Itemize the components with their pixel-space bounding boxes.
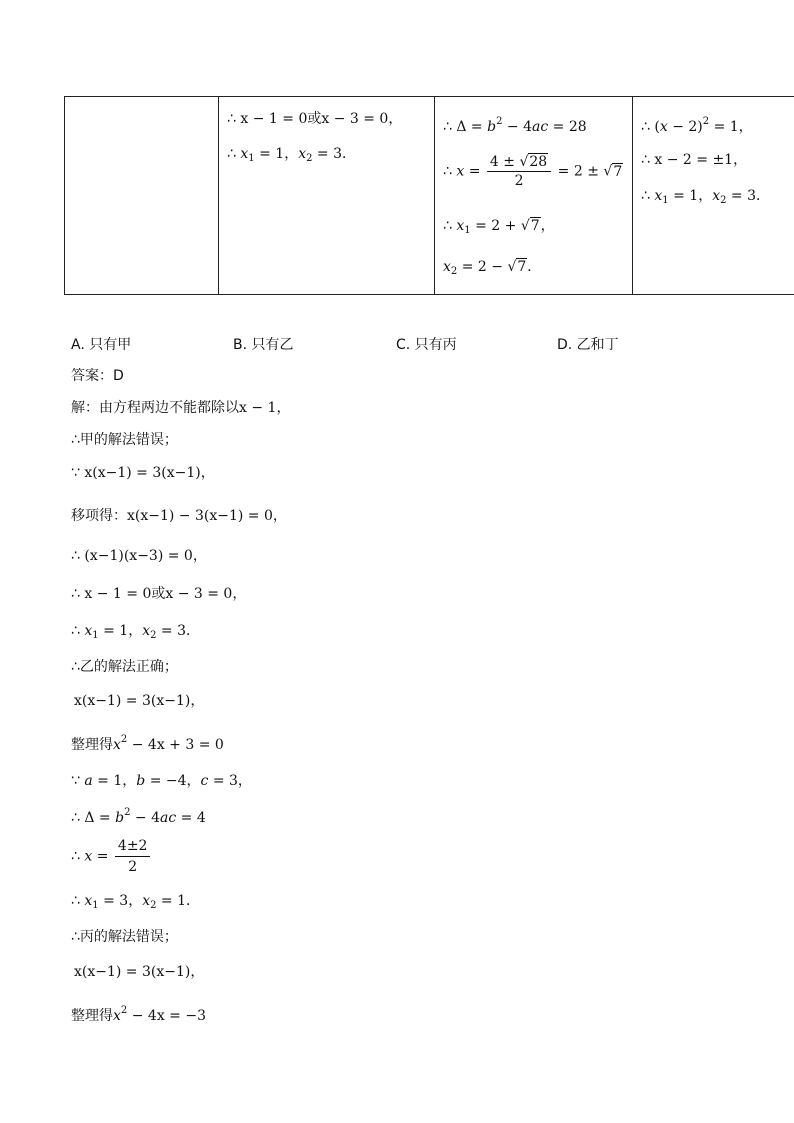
bing-line-4 (443, 260, 541, 277)
equation: x − 1 = 0 (84, 586, 152, 602)
radicand: 7 (517, 259, 527, 275)
equation: x − 3 = 0 (321, 111, 389, 127)
value: = 3 (98, 893, 129, 909)
superscript: 2 (496, 116, 503, 127)
value: = 2 + (470, 218, 521, 234)
therefore-sign: ∴ (71, 548, 80, 564)
equation: x − 1 = 0 (240, 111, 308, 127)
subscript: 2 (720, 195, 727, 206)
text: 整理得 (71, 737, 113, 753)
var-x: x (443, 259, 451, 275)
punctuation: ． (186, 893, 201, 909)
var-x: x (84, 623, 93, 639)
therefore-sign: ∴ (443, 119, 452, 135)
therefore-sign: ∴ (71, 623, 80, 639)
fraction-numerator (487, 155, 551, 172)
subscript: 2 (306, 153, 313, 164)
because-sign: ∵ (71, 465, 80, 481)
solution-line-2: ∴甲的解法错误； (71, 432, 178, 448)
solution-line-15: ∴丙的解法错误； (71, 929, 178, 945)
var-x: x (142, 623, 151, 639)
subscript: 2 (150, 630, 157, 641)
text: 解：由方程两边不能都除以 (71, 400, 239, 416)
solution-line-14 (71, 890, 200, 911)
therefore-sign: ∴ (71, 810, 80, 826)
subscript: 2 (450, 266, 458, 277)
superscript: 2 (120, 1005, 128, 1016)
solution-line-3 (71, 462, 215, 482)
var-ac: ac (532, 119, 549, 135)
punctuation: ， (190, 693, 205, 709)
var-b: b (487, 119, 497, 135)
value: = 3 (312, 146, 343, 162)
sqrt: √7 (507, 259, 527, 275)
value: = 1 (98, 623, 129, 639)
equation: − 4x = −3 (127, 1008, 206, 1024)
var-x: x (712, 188, 721, 204)
bing-line-2 (443, 155, 623, 188)
var-x: x (456, 218, 465, 234)
therefore-sign: ∴ (641, 152, 650, 168)
equation: x(x−1) = 3(x−1) (74, 693, 191, 709)
punctuation: ， (738, 119, 753, 135)
subscript: 1 (248, 153, 255, 164)
solution-line-16 (74, 961, 204, 981)
solution-line-1 (71, 397, 290, 417)
superscript: 2 (124, 807, 131, 818)
punctuation: ， (192, 548, 207, 564)
punctuation: ， (200, 465, 215, 481)
ding-line-1 (641, 117, 753, 134)
var-x: x (113, 1008, 121, 1024)
var-x: x (298, 146, 307, 162)
subscript: 2 (150, 900, 157, 911)
value: = −4 (145, 773, 187, 789)
punctuation: ， (237, 773, 252, 789)
delta: Δ = (456, 119, 488, 135)
option-d: D. 乙和丁 (557, 337, 619, 353)
equation: x − 3 = 0 (165, 586, 233, 602)
var-c: c (200, 773, 209, 789)
sqrt: √28 (519, 154, 548, 170)
equals: = (92, 848, 113, 865)
or-word: 或 (307, 111, 322, 127)
punctuation: ， (388, 111, 403, 127)
fraction-numerator: 4±2 (115, 838, 151, 857)
var-x: x (659, 119, 668, 135)
solution-line-8: ∴乙的解法正确； (71, 659, 178, 675)
radicand: 7 (530, 218, 540, 234)
option-a: A. 只有甲 (71, 337, 132, 353)
fraction (487, 155, 551, 188)
solution-line-4 (71, 505, 287, 525)
var-x: x (84, 893, 93, 909)
fraction-denominator: 2 (514, 173, 524, 189)
cell-label (65, 97, 219, 295)
var-x: x (240, 146, 249, 162)
paren: ( (654, 119, 660, 135)
value: = 1 (92, 773, 123, 789)
punctuation: ， (186, 773, 201, 789)
value: = 3 (726, 188, 757, 204)
punctuation: ， (190, 964, 205, 980)
term: − 4 (130, 810, 161, 826)
sqrt: √7 (520, 218, 540, 234)
punctuation: ， (733, 152, 748, 168)
equation: x(x−1) − 3(x−1) = 0 (127, 508, 273, 524)
solution-line-9 (74, 690, 204, 710)
value: = 1 (156, 893, 187, 909)
subscript: 1 (662, 195, 669, 206)
punctuation: ． (527, 259, 542, 275)
value: = 3 (208, 773, 238, 789)
equals: = (464, 163, 485, 180)
solution-line-13 (71, 838, 152, 875)
therefore-sign: ∴ (71, 893, 80, 909)
value: = 1 (254, 146, 285, 162)
bing-line-1 (443, 117, 587, 134)
therefore-sign: ∴ (443, 218, 452, 234)
var-a: a (84, 773, 93, 789)
therefore-sign: ∴ (641, 119, 650, 135)
punctuation: ， (128, 893, 143, 909)
therefore-sign: ∴ (71, 586, 80, 602)
punctuation: ， (122, 773, 137, 789)
therefore-sign: ∴ (227, 146, 236, 162)
because-sign: ∵ (71, 773, 80, 789)
cell-ding (633, 97, 794, 295)
sqrt: √7 (603, 163, 623, 180)
punctuation: ， (284, 146, 299, 162)
result: = 2 ± (553, 163, 604, 180)
equation: x − 2 = ±1 (654, 152, 734, 168)
punctuation: ， (698, 188, 713, 204)
answer-line: 答案：D (71, 368, 124, 384)
solution-line-17 (71, 1005, 206, 1025)
yi-line-1 (227, 112, 402, 126)
solution-line-11 (71, 770, 252, 790)
punctuation: ， (540, 218, 555, 234)
var-x: x (456, 163, 465, 180)
punctuation: ． (756, 188, 771, 204)
therefore-sign: ∴ (227, 111, 236, 127)
equation: x(x−1) = 3(x−1) (84, 465, 201, 481)
var-ac: ac (160, 810, 177, 826)
text: 整理得 (71, 1008, 113, 1024)
value: = 3 (156, 623, 187, 639)
yi-line-2 (227, 147, 356, 164)
expression: x − 1 (239, 400, 277, 416)
punctuation: ， (232, 586, 247, 602)
solution-line-12 (71, 807, 206, 826)
radicand: 7 (613, 163, 623, 180)
cell-yi (219, 97, 435, 295)
equation: x(x−1) = 3(x−1) (74, 964, 191, 980)
therefore-sign: ∴ (641, 188, 650, 204)
punctuation: ． (342, 146, 357, 162)
solution-line-6 (71, 583, 246, 603)
ding-line-2 (641, 153, 747, 167)
fraction (115, 838, 151, 875)
subscript: 1 (92, 630, 99, 641)
ding-line-3 (641, 189, 770, 206)
var-x: x (84, 848, 93, 865)
punctuation: ， (272, 508, 287, 524)
value: = 1 (709, 119, 739, 135)
var-b: b (136, 773, 146, 789)
text: 移项得： (71, 508, 127, 524)
value: = 2 − (457, 259, 508, 275)
solution-table (64, 96, 794, 295)
subscript: 1 (464, 225, 471, 236)
var-b: b (115, 810, 125, 826)
radicand: 28 (529, 154, 548, 170)
punctuation: ， (276, 400, 291, 416)
var-x: x (113, 737, 121, 753)
fraction-denominator: 2 (128, 859, 138, 875)
subscript: 1 (92, 900, 99, 911)
term: − 2) (667, 119, 703, 135)
punctuation: ， (128, 623, 143, 639)
value: = 4 (176, 810, 206, 826)
equation: − 4x + 3 = 0 (127, 737, 224, 753)
punctuation: ． (186, 623, 201, 639)
option-b: B. 只有乙 (233, 337, 294, 353)
delta: Δ = (84, 810, 116, 826)
solution-line-5 (71, 545, 207, 565)
var-x: x (654, 188, 663, 204)
numerator-text: 4 ± (489, 154, 520, 170)
superscript: 2 (120, 734, 128, 745)
solution-line-10 (71, 734, 224, 754)
value: = 1 (668, 188, 699, 204)
solution-line-7 (71, 620, 200, 641)
cell-bing (435, 97, 633, 295)
or-word: 或 (151, 586, 166, 602)
bing-line-3 (443, 219, 555, 236)
therefore-sign: ∴ (443, 163, 452, 180)
var-x: x (142, 893, 151, 909)
value: = 28 (548, 119, 587, 135)
therefore-sign: ∴ (71, 848, 80, 865)
option-c: C. 只有丙 (396, 337, 457, 353)
term: − 4 (502, 119, 533, 135)
equation: (x−1)(x−3) = 0 (84, 548, 193, 564)
superscript: 2 (702, 116, 710, 127)
